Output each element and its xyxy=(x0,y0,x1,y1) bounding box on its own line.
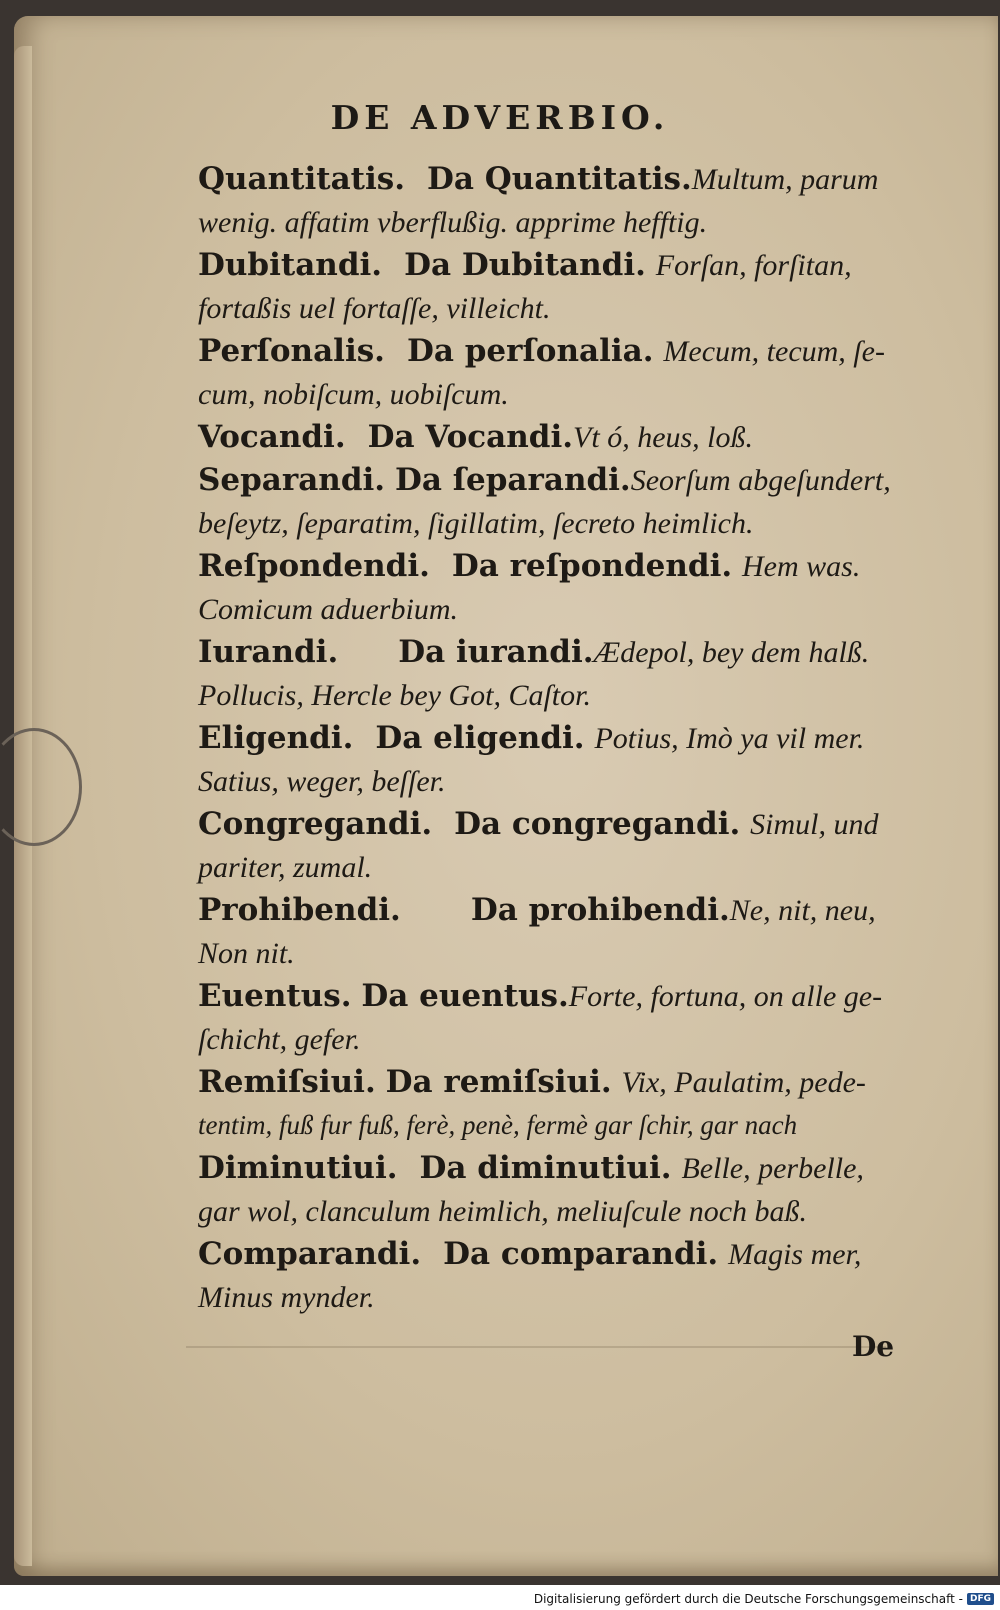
entry-continuation: tentim, fuß fur fuß, ferè, penè, fermè gar ſchir, gar nach xyxy=(198,1110,798,1140)
entry-term: Prohibendi. xyxy=(198,892,401,928)
entry-example: Vt ó, heus, loß. xyxy=(573,421,754,454)
entry-da: Da prohibendi. xyxy=(470,892,730,928)
entry-example: Forſan, forſitan, xyxy=(655,249,852,282)
clasp-ring xyxy=(0,728,82,846)
entry-dubitandi xyxy=(198,244,918,330)
catchword: De xyxy=(852,1330,895,1363)
entry-da: Da perſonalia. xyxy=(406,333,654,369)
entry-prohibendi xyxy=(198,889,918,975)
entry-da: Da Dubitandi. xyxy=(404,247,646,283)
entry-example: Magis mer, xyxy=(728,1238,862,1271)
entry-vocandi xyxy=(198,416,918,459)
entry-iurandi xyxy=(198,631,918,717)
entry-da: Da euentus. xyxy=(361,978,569,1014)
entry-quantitatis xyxy=(198,158,918,244)
entry-remissiui xyxy=(198,1061,918,1147)
entry-continuation: fortaßis uel fortaſſe, villeicht. xyxy=(198,292,551,325)
entry-da: Da diminutiui. xyxy=(419,1150,672,1186)
entry-separandi xyxy=(198,459,918,545)
entry-term: Vocandi. xyxy=(198,419,346,455)
entry-continuation: Satius, weger, beſſer. xyxy=(198,765,446,798)
entry-euentus xyxy=(198,975,918,1061)
entry-term: Iurandi. xyxy=(198,634,339,670)
entry-example: Vix, Paulatim, pede- xyxy=(621,1066,866,1099)
entry-term: Separandi. xyxy=(198,462,386,498)
entry-da: Da comparandi. xyxy=(443,1236,719,1272)
dfg-logo: DFG xyxy=(967,1593,994,1605)
entry-example: Hem was. xyxy=(742,550,861,583)
entry-term: Perſonalis. xyxy=(198,333,385,369)
entry-respondendi xyxy=(198,545,918,631)
running-head: DE ADVERBIO. xyxy=(330,98,670,137)
entry-continuation: ſchicht, gefer. xyxy=(198,1023,361,1056)
entry-comparandi xyxy=(198,1233,918,1319)
entry-da: Da ſeparandi. xyxy=(394,462,631,498)
entry-da: Da Quantitatis. xyxy=(427,161,692,197)
entry-continuation: Pollucis, Hercle bey Got, Caſtor. xyxy=(198,679,591,712)
entry-personalis xyxy=(198,330,918,416)
entry-continuation: cum, nobiſcum, uobiſcum. xyxy=(198,378,509,411)
entry-example: Potius, Imò ya vil mer. xyxy=(594,722,865,755)
entry-continuation: beſeytz, ſeparatim, ſigillatim, ſecreto heimlich. xyxy=(198,507,754,540)
entry-term: Remiſsiui. xyxy=(198,1064,376,1100)
entry-continuation: gar wol, clanculum heimlich, meliuſcule noch baß. xyxy=(198,1195,808,1228)
entry-diminutiui xyxy=(198,1147,918,1233)
entry-da: Da eligendi. xyxy=(375,720,585,756)
adverb-list xyxy=(198,158,918,1319)
entry-da: Da remiſsiui. xyxy=(385,1064,612,1100)
entry-continuation: wenig. affatim vberflußig. apprime hefftig. xyxy=(198,206,708,239)
entry-example: Simul, und xyxy=(750,808,879,841)
entry-example: Ne, nit, neu, xyxy=(729,894,876,927)
digitization-credit xyxy=(534,1592,994,1606)
entry-da: Da Vocandi. xyxy=(367,419,574,455)
entry-term: Reſpondendi. xyxy=(198,548,430,584)
entry-example: Belle, perbelle, xyxy=(681,1152,864,1185)
entry-da: Da congregandi. xyxy=(454,806,741,842)
entry-da: Da iurandi. xyxy=(398,634,594,670)
entry-example: Ædepol, bey dem halß. xyxy=(593,636,870,669)
entry-example: Mecum, tecum, ſe- xyxy=(663,335,885,368)
entry-eligendi xyxy=(198,717,918,803)
entry-continuation: pariter, zumal. xyxy=(198,851,373,884)
footer-text: Digitalisierung gefördert durch die Deutsche Forschungsgemeinschaft - xyxy=(533,1592,963,1606)
entry-congregandi xyxy=(198,803,918,889)
entry-term: Congregandi. xyxy=(198,806,433,842)
entry-da: Da reſpondendi. xyxy=(451,548,733,584)
bleed-through-line xyxy=(186,1346,886,1348)
entry-term: Euentus. xyxy=(198,978,352,1014)
entry-term: Eligendi. xyxy=(198,720,354,756)
entry-term: Comparandi. xyxy=(198,1236,422,1272)
entry-example: Seorſum abgeſundert, xyxy=(630,464,891,497)
entry-continuation: Minus mynder. xyxy=(198,1281,375,1314)
entry-continuation: Comicum aduerbium. xyxy=(198,593,458,626)
entry-continuation: Non nit. xyxy=(198,937,295,970)
entry-term: Dubitandi. xyxy=(198,247,383,283)
entry-term: Quantitatis. xyxy=(198,161,406,197)
entry-example: Forte, fortuna, on alle ge- xyxy=(568,980,883,1013)
entry-example: Multum, parum xyxy=(691,163,879,196)
entry-term: Diminutiui. xyxy=(198,1150,398,1186)
